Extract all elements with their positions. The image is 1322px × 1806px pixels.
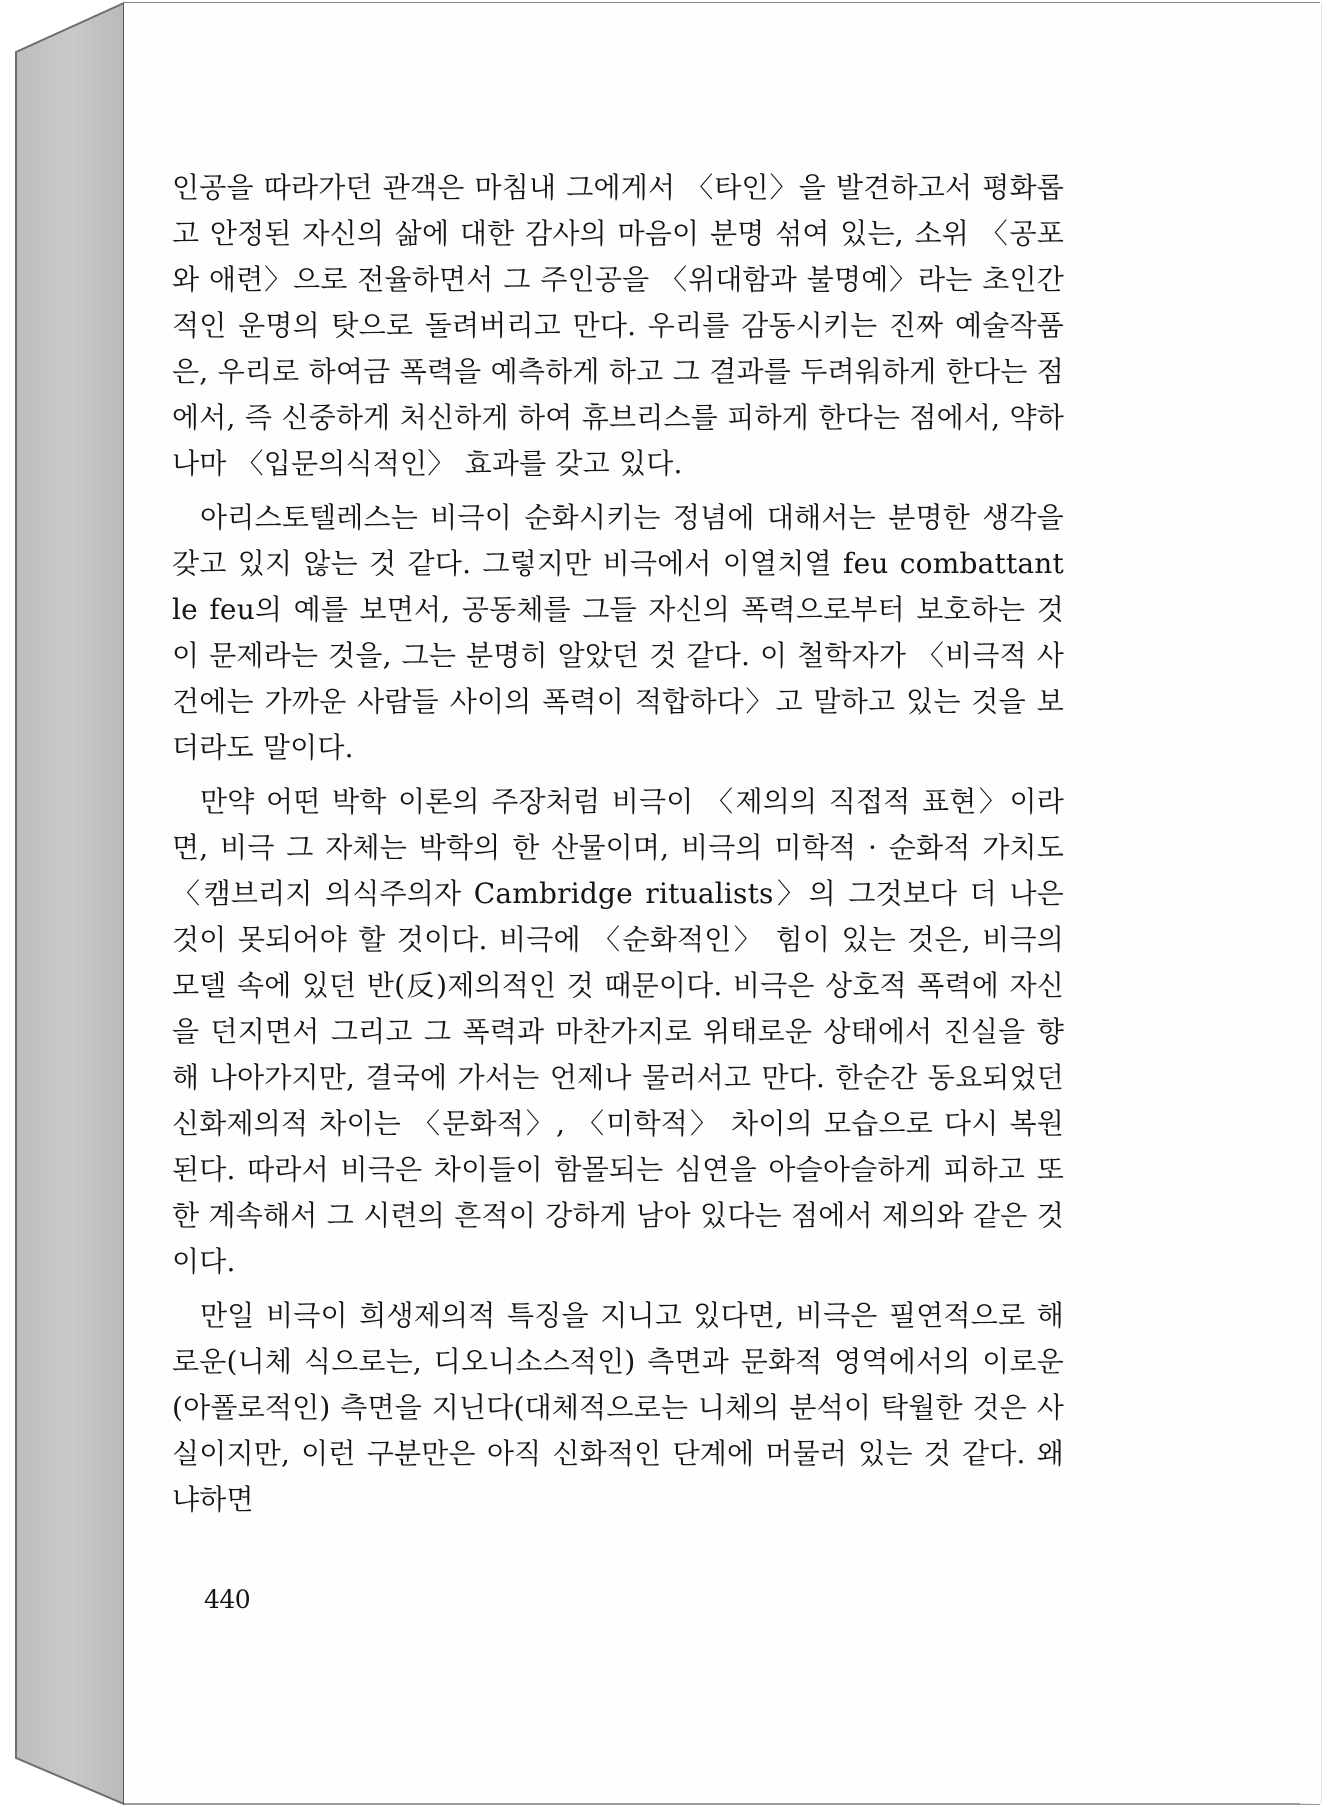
- paragraph-1: 인공을 따라가던 관객은 마침내 그에게서 〈타인〉을 발견하고서 평화롭고 안정된 자신의 삶에 대한 감사의 마음이 분명 섞여 있는, 소위 〈공포와 애련〉으로 전율하면서 그 주인공을 〈위대함과 불명예〉라는 초인간적인 운명의 탓으로 돌려버리고 만다. 우리를 감동시키는 진짜 예술작품은, 우리로 하여금 폭력을 예측하게 하고 그 결과를 두려워하게 한다는 점에서, 즉 신중하게 처신하게 하여 휴브리스를 피하게 한다는 점에서, 약하나마 〈입문의식적인〉 효과를 갖고 있다.: [172, 171, 1064, 480]
- body-text: [172, 165, 1064, 1531]
- paragraph-3: 만약 어떤 박학 이론의 주장처럼 비극이 〈제의의 직접적 표현〉이라면, 비극 그 자체는 박학의 한 산물이며, 비극의 미학적 · 순화적 가치도 〈캠브리지 의식주의자 Cambridge ritualists〉의 그것보다 더 나은 것이 못되어야 할 것이다. 비극에 〈순화적인〉 힘이 있는 것은, 비극의 모델 속에 있던 반(反)제의적인 것 때문이다. 비극은 상호적 폭력에 자신을 던지면서 그리고 그 폭력과 마찬가지로 위태로운 상태에서 진실을 향해 나아가지만, 결국에 가서는 언제나 물러서고 만다. 한순간 동요되었던 신화제의적 차이는 〈문화적〉, 〈미학적〉 차이의 모습으로 다시 복원된다. 따라서 비극은 차이들이 함몰되는 심연을 아슬아슬하게 피하고 또한 계속해서 그 시련의 흔적이 강하게 남아 있다는 점에서 제의와 같은 것이다.: [172, 785, 1064, 1278]
- paragraph-2: 아리스토텔레스는 비극이 순화시키는 정념에 대해서는 분명한 생각을 갖고 있지 않는 것 같다. 그렇지만 비극에서 이열치열 feu combattant le feu의 예를 보면서, 공동체를 그들 자신의 폭력으로부터 보호하는 것이 문제라는 것을, 그는 분명히 알았던 것 같다. 이 철학자가 〈비극적 사건에는 가까운 사람들 사이의 폭력이 적합하다〉고 말하고 있는 것을 보더라도 말이다.: [172, 501, 1064, 764]
- paragraph-4: 만일 비극이 희생제의적 특징을 지니고 있다면, 비극은 필연적으로 해로운(니체 식으로는, 디오니소스적인) 측면과 문화적 영역에서의 이로운(아폴로적인) 측면을 지닌다(대체적으로는 니체의 분석이 탁월한 것은 사실이지만, 이런 구분만은 아직 신화적인 단계에 머물러 있는 것 같다. 왜냐하면: [172, 1299, 1064, 1516]
- page-number: 440: [204, 1585, 251, 1614]
